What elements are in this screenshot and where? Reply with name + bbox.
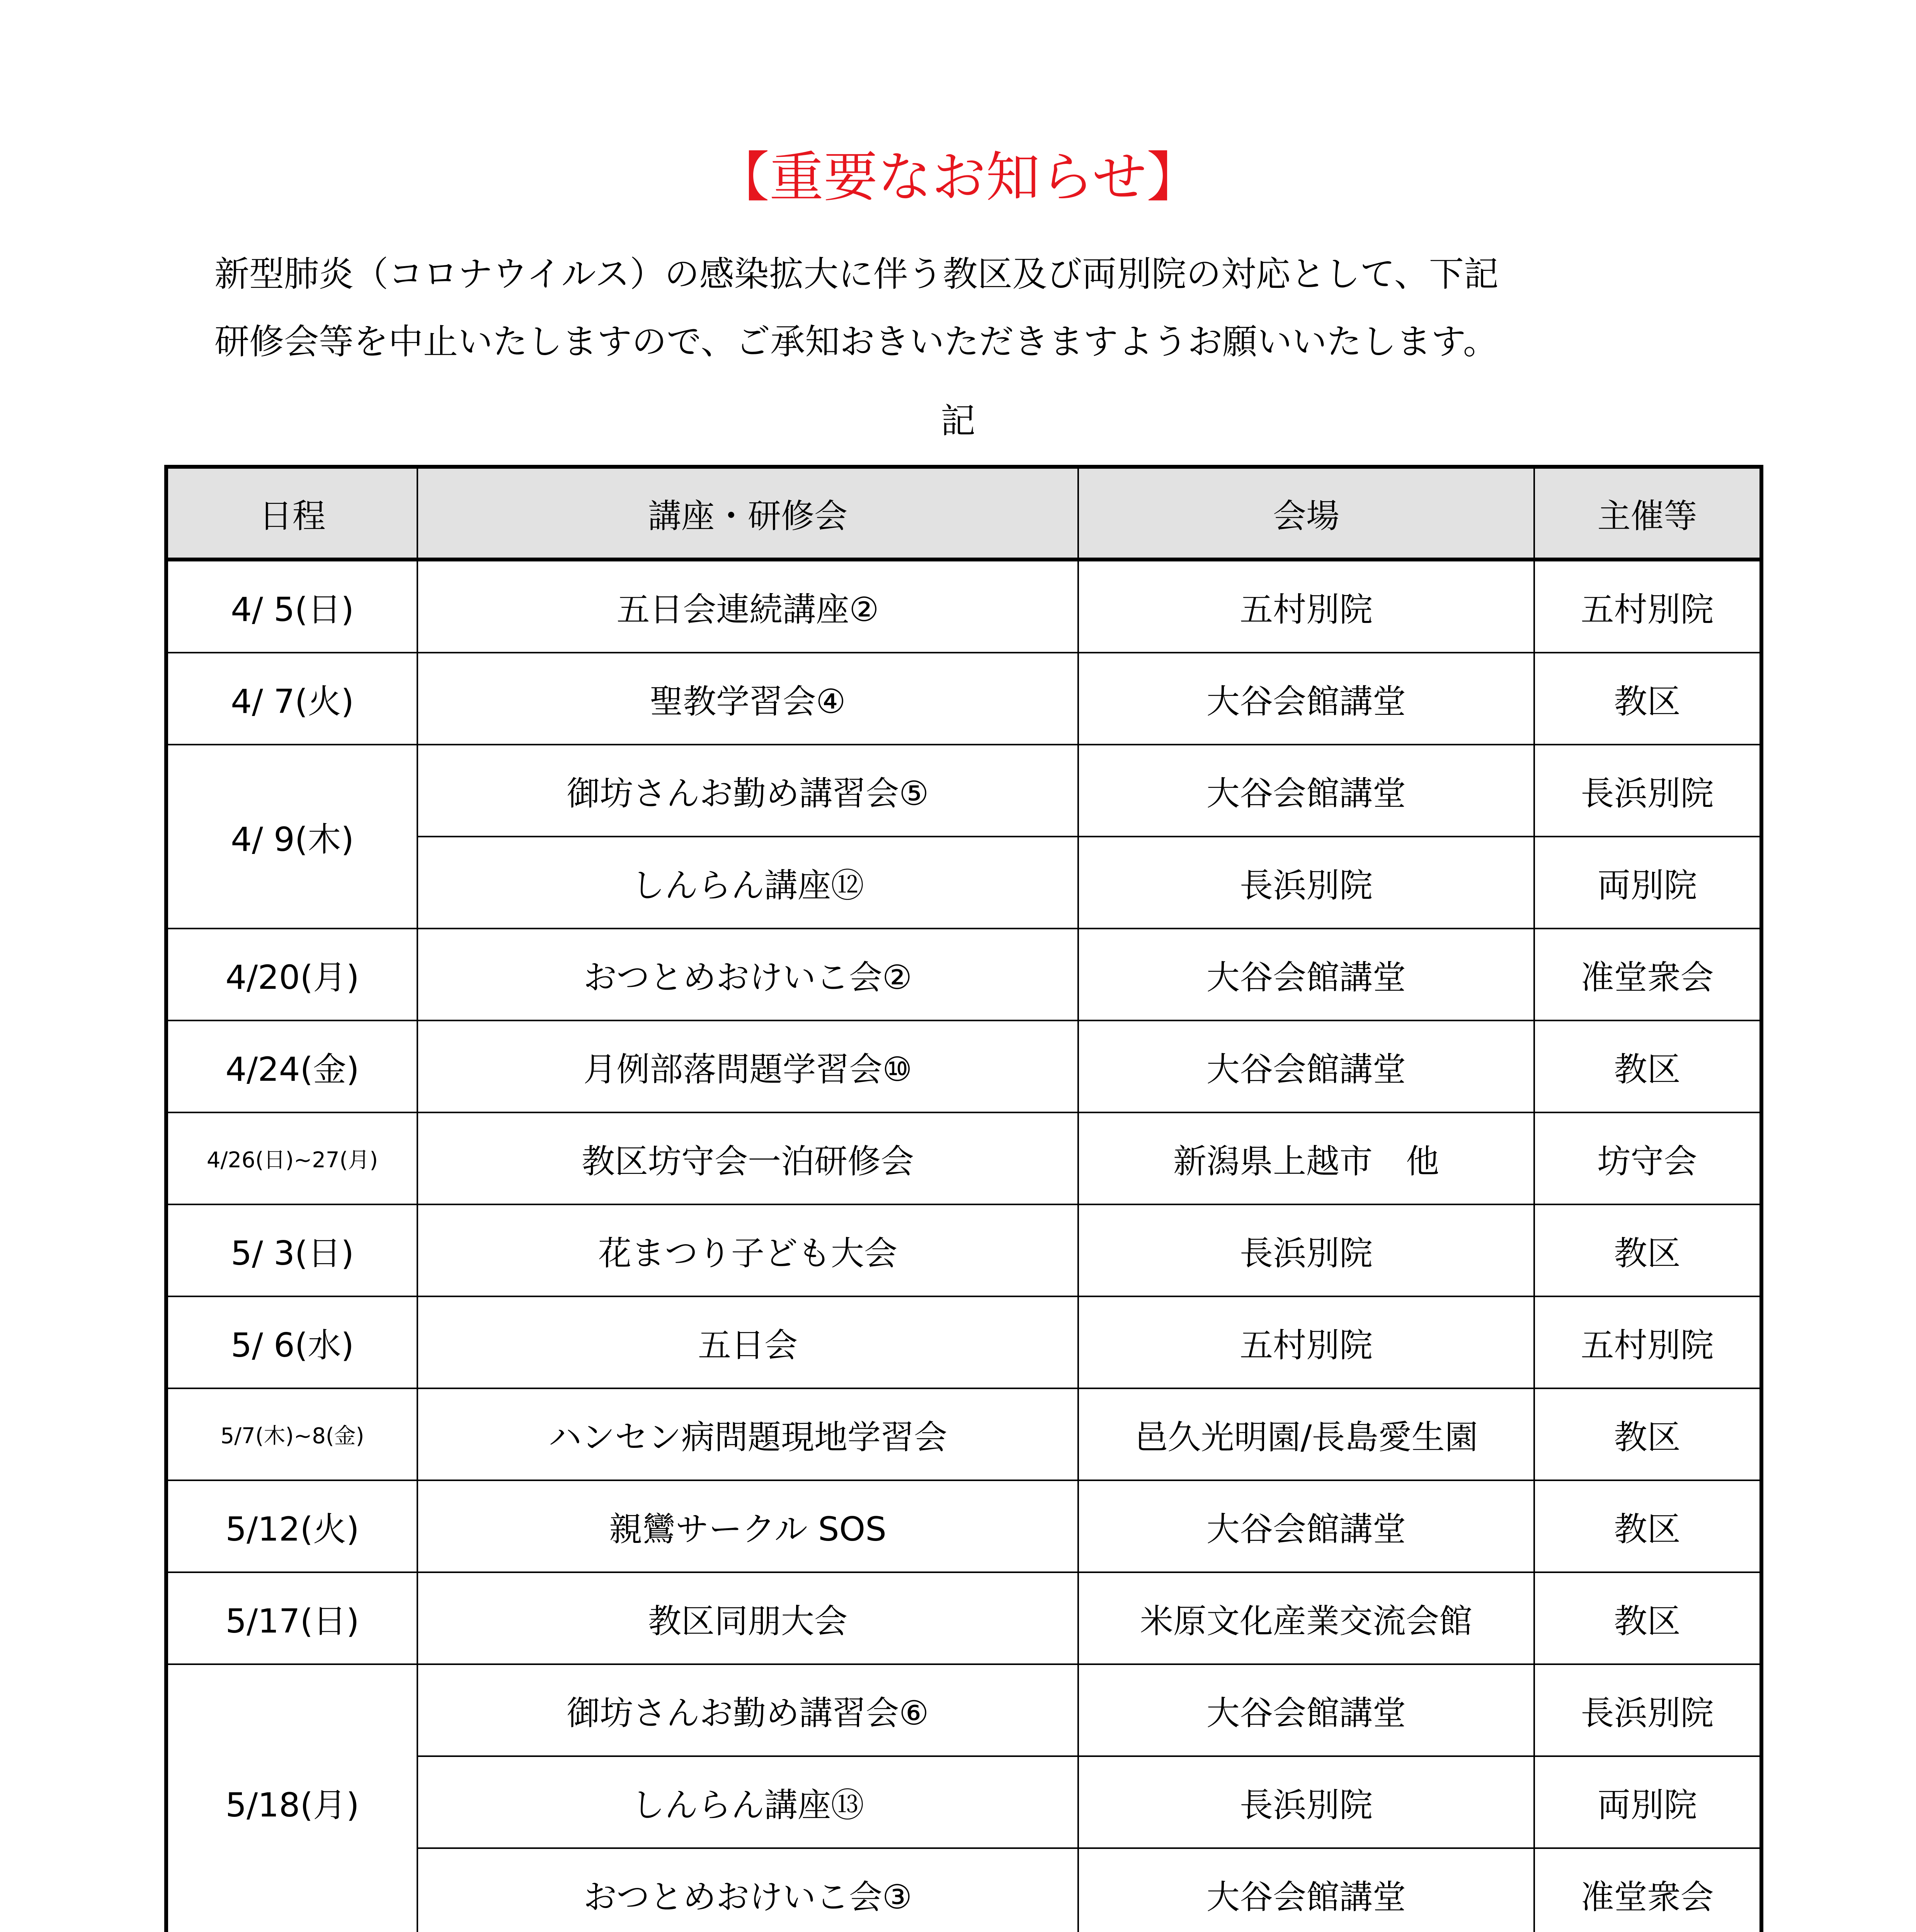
event-cell: 花まつり子ども大会	[417, 1204, 1078, 1296]
table-row	[166, 1664, 1761, 1756]
date-cell: 5/ 6(水)	[166, 1296, 417, 1388]
event-cell: しんらん講座⑫	[417, 837, 1078, 929]
table-row	[166, 745, 1761, 837]
header-host: 主催等	[1534, 467, 1761, 560]
page-title: 【重要なお知らせ】	[715, 146, 1201, 209]
table-row	[166, 1020, 1761, 1112]
host-cell: 長浜別院	[1534, 1664, 1761, 1756]
date-cell: 4/20(月)	[166, 929, 417, 1020]
table-header-row	[166, 467, 1761, 560]
event-cell: 月例部落問題学習会⑩	[417, 1020, 1078, 1112]
host-cell: 教区	[1534, 653, 1761, 745]
date-cell: 5/ 3(日)	[166, 1204, 417, 1296]
venue-cell: 米原文化産業交流会館	[1078, 1572, 1534, 1664]
host-cell: 長浜別院	[1534, 745, 1761, 837]
venue-cell: 邑久光明園/長島愛生園	[1078, 1388, 1534, 1480]
date-cell: 4/26(日)~27(月)	[166, 1112, 417, 1204]
host-cell: 五村別院	[1534, 1296, 1761, 1388]
date-cell: 5/18(月)	[166, 1664, 417, 1932]
table-row	[166, 560, 1761, 653]
event-cell: 御坊さんお勤め講習会⑤	[417, 745, 1078, 837]
event-cell: 五日会	[417, 1296, 1078, 1388]
event-cell: おつとめおけいこ会③	[417, 1848, 1078, 1932]
intro-line-1: 新型肺炎（コロナウイルス）の感染拡大に伴う教区及び両別院の対応として、下記	[214, 254, 1499, 294]
event-cell: 御坊さんお勤め講習会⑥	[417, 1664, 1078, 1756]
event-cell: 教区坊守会一泊研修会	[417, 1112, 1078, 1204]
table-row	[166, 1296, 1761, 1388]
host-cell: 教区	[1534, 1204, 1761, 1296]
date-cell: 5/12(火)	[166, 1480, 417, 1572]
venue-cell: 長浜別院	[1078, 837, 1534, 929]
host-cell: 准堂衆会	[1534, 1848, 1761, 1932]
event-cell: 親鸞サークル SOS	[417, 1480, 1078, 1572]
venue-cell: 長浜別院	[1078, 1756, 1534, 1848]
host-cell: 両別院	[1534, 1756, 1761, 1848]
venue-cell: 大谷会館講堂	[1078, 1664, 1534, 1756]
venue-cell: 新潟県上越市 他	[1078, 1112, 1534, 1204]
venue-cell: 大谷会館講堂	[1078, 929, 1534, 1020]
event-cell: ハンセン病問題現地学習会	[417, 1388, 1078, 1480]
date-cell: 4/ 5(日)	[166, 560, 417, 653]
table-row	[166, 929, 1761, 1020]
venue-cell: 五村別院	[1078, 560, 1534, 653]
header-venue: 会場	[1078, 467, 1534, 560]
host-cell: 教区	[1534, 1388, 1761, 1480]
event-cell: 教区同朋大会	[417, 1572, 1078, 1664]
venue-cell: 大谷会館講堂	[1078, 1480, 1534, 1572]
table-row	[166, 1112, 1761, 1204]
intro-line-2: 研修会等を中止いたしますので、ご承知おきいただきますようお願いいたします。	[214, 321, 1498, 362]
date-cell: 5/7(木)~8(金)	[166, 1388, 417, 1480]
date-cell: 4/ 7(火)	[166, 653, 417, 745]
venue-cell: 大谷会館講堂	[1078, 745, 1534, 837]
table-row	[166, 653, 1761, 745]
host-cell: 教区	[1534, 1480, 1761, 1572]
venue-cell: 五村別院	[1078, 1296, 1534, 1388]
date-cell: 4/ 9(木)	[166, 745, 417, 929]
event-cell: しんらん講座⑬	[417, 1756, 1078, 1848]
host-cell: 准堂衆会	[1534, 929, 1761, 1020]
event-cell: 五日会連続講座②	[417, 560, 1078, 653]
host-cell: 坊守会	[1534, 1112, 1761, 1204]
host-cell: 五村別院	[1534, 560, 1761, 653]
host-cell: 教区	[1534, 1572, 1761, 1664]
venue-cell: 大谷会館講堂	[1078, 1020, 1534, 1112]
table-row	[166, 1572, 1761, 1664]
venue-cell: 大谷会館講堂	[1078, 1848, 1534, 1932]
venue-cell: 長浜別院	[1078, 1204, 1534, 1296]
ki-heading: 記	[941, 401, 975, 441]
header-date: 日程	[166, 467, 417, 560]
date-cell: 4/24(金)	[166, 1020, 417, 1112]
host-cell: 両別院	[1534, 837, 1761, 929]
header-event: 講座・研修会	[417, 467, 1078, 560]
venue-cell: 大谷会館講堂	[1078, 653, 1534, 745]
host-cell: 教区	[1534, 1020, 1761, 1112]
table-row	[166, 1388, 1761, 1480]
event-cell: おつとめおけいこ会②	[417, 929, 1078, 1020]
event-cell: 聖教学習会④	[417, 653, 1078, 745]
table-row	[166, 1204, 1761, 1296]
date-cell: 5/17(日)	[166, 1572, 417, 1664]
schedule-table	[164, 465, 1763, 1932]
table-row	[166, 1480, 1761, 1572]
